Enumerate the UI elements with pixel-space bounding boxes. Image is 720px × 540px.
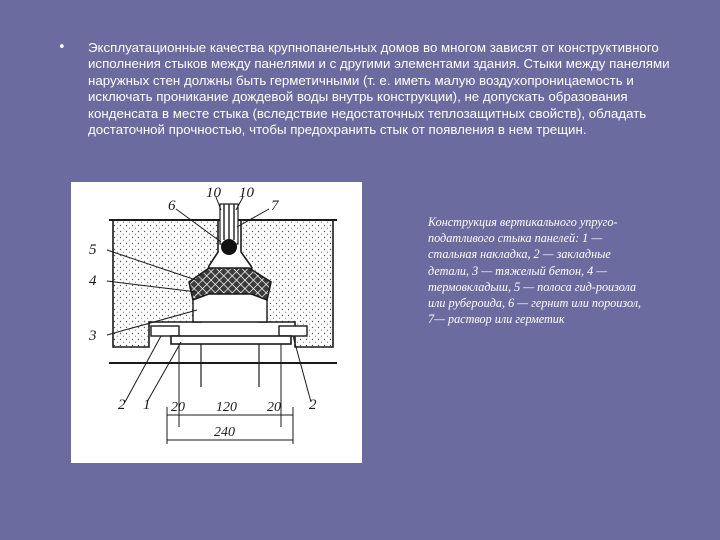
embedded-parts — [151, 326, 307, 336]
gernit-cord — [221, 239, 237, 255]
joint-diagram — [71, 182, 362, 463]
label-6: 6 — [168, 198, 176, 214]
body-paragraph: Эксплуатационные качества крупнопанельных домов во многом зависят от конструктивного исполнения стыков между панелями и с другими элементами здания. Стыки между панелями наружных стен должны быть герметичными (т. е. иметь малую воздухопроницаемость и исключать проникание дождевой воды внутрь конструкции), не допускать образования конденсата в месте стыка (вследствие недостаточных теплозащитных свойств), обладать достаточной прочностью, чтобы предохранить стык от появления в нем трещин. — [88, 40, 670, 138]
dim-20-right: 20 — [267, 400, 281, 415]
label-5: 5 — [89, 242, 97, 258]
joint-drawing — [71, 182, 362, 463]
heavy-concrete — [193, 294, 267, 322]
label-2-left: 2 — [118, 397, 126, 413]
dim-240: 240 — [214, 425, 235, 440]
dim-120: 120 — [216, 400, 237, 415]
figure-caption: Конструкция вертикального упруго-податливого стыка панелей: 1 — стальная накладка, 2 — закладные детали, 3 — тяжелый бетон, 4 — термовкладыш, 5 — полоса гид-роизола или рубероида, 6 — гернит или пороизол, 7— раствор или герметик — [428, 215, 642, 327]
bullet-marker: • — [58, 40, 66, 55]
dim-20-left: 20 — [171, 400, 185, 415]
label-3: 3 — [89, 328, 97, 344]
label-1: 1 — [143, 397, 151, 413]
label-top-10-left: 10 — [206, 185, 221, 201]
label-2-right: 2 — [309, 397, 317, 413]
sealant-gap — [220, 204, 238, 255]
steel-plate — [171, 336, 291, 344]
label-7: 7 — [271, 198, 279, 214]
label-top-10-right: 10 — [239, 185, 254, 201]
label-4: 4 — [89, 273, 97, 289]
